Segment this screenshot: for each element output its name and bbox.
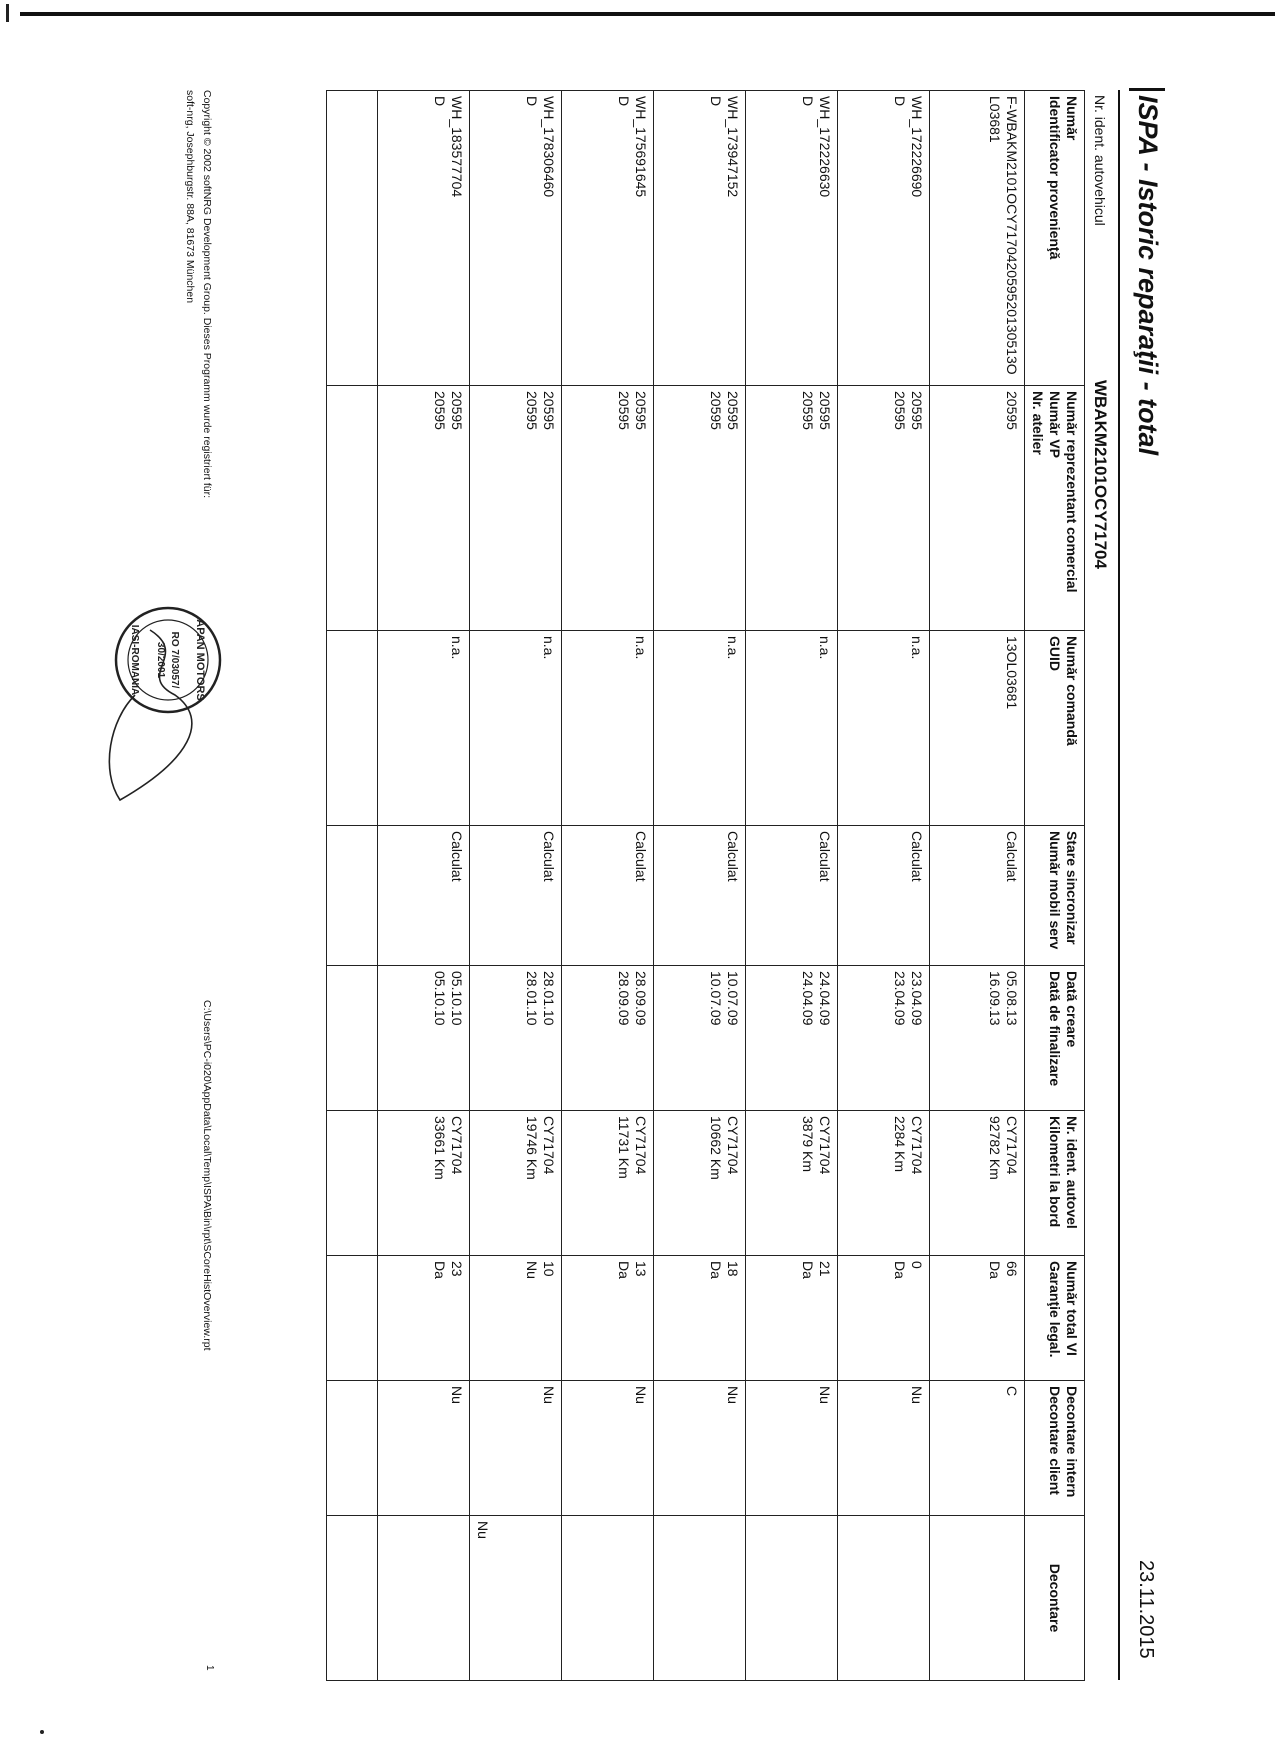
cell-empty — [327, 826, 378, 966]
stamp-text-bottom: IASI-ROMANIA — [129, 624, 140, 696]
cell-rep: 20595 20595 — [562, 386, 654, 631]
cell-identifier: WH_175691645 D — [562, 91, 654, 386]
print-date: 23.11.2015 — [1135, 1560, 1157, 1659]
vehicle-id-value: WBAKM2101OCY71704 — [1091, 380, 1110, 569]
cell-dates: 24.04.09 24.04.09 — [746, 966, 838, 1111]
cell-empty — [327, 1381, 378, 1516]
cell-empty — [327, 1111, 378, 1256]
header-data: Dată creare Dată de finalizare — [1025, 966, 1085, 1111]
cell-decontare — [930, 1516, 1025, 1681]
cell-empty — [327, 1516, 378, 1681]
cell-decontare — [378, 1516, 470, 1681]
footer-report-path: C:\Users\PC-i020\AppData\Local\Temp\ISPA\Bin\rpt\SCoreHistOverview.rpt — [201, 1000, 213, 1351]
table-row — [562, 91, 654, 1681]
cell-rep: 20595 20595 — [654, 386, 746, 631]
repair-history-table — [326, 90, 1085, 1681]
cell-km: CY71704 10662 Km — [654, 1111, 746, 1256]
table-row — [838, 91, 930, 1681]
cell-total-vi: 13 Da — [562, 1256, 654, 1381]
cell-order: n.a. — [746, 631, 838, 826]
cell-status: Calculat — [838, 826, 930, 966]
cell-decontare — [838, 1516, 930, 1681]
cell-decontare-int: C — [930, 1381, 1025, 1516]
cell-dates: 23.04.09 23.04.09 — [838, 966, 930, 1111]
cell-total-vi: 0 Da — [838, 1256, 930, 1381]
cell-status: Calculat — [470, 826, 562, 966]
cell-identifier: WH_178306460 D — [470, 91, 562, 386]
cell-status: Calculat — [378, 826, 470, 966]
header-km: Nr. ident. autovel Kilometri la bord — [1025, 1111, 1085, 1256]
table-row — [470, 91, 562, 1681]
cell-order: 13OL03681 — [930, 631, 1025, 826]
cell-decontare-int: Nu — [562, 1381, 654, 1516]
cell-decontare-int: Nu — [746, 1381, 838, 1516]
page-number: 1 — [204, 1665, 215, 1671]
cell-identifier: WH_172226630 D — [746, 91, 838, 386]
cell-km: CY71704 3879 Km — [746, 1111, 838, 1256]
cell-km: CY71704 2284 Km — [838, 1111, 930, 1256]
cell-identifier: WH_173947152 D — [654, 91, 746, 386]
header-stare: Stare sincronizar Număr mobil serv — [1025, 826, 1085, 966]
cell-status: Calculat — [930, 826, 1025, 966]
cell-decontare-int: Nu — [838, 1381, 930, 1516]
cell-total-vi: 10 Nu — [470, 1256, 562, 1381]
header-numar: Număr Identificator provenienţă — [1025, 91, 1085, 386]
cell-km: CY71704 19746 Km — [470, 1111, 562, 1256]
cell-order: n.a. — [470, 631, 562, 826]
table-row — [378, 91, 470, 1681]
cell-km: CY71704 33661 Km — [378, 1111, 470, 1256]
cell-km: CY71704 92782 Km — [930, 1111, 1025, 1256]
table-row — [930, 91, 1025, 1681]
cell-decontare — [562, 1516, 654, 1681]
cell-rep: 20595 20595 — [746, 386, 838, 631]
cell-rep: 20595 20595 — [378, 386, 470, 631]
cell-empty — [327, 386, 378, 631]
table-row — [654, 91, 746, 1681]
cell-rep: 20595 — [930, 386, 1025, 631]
stamp-text-top: APAN MOTORS — [194, 619, 206, 701]
table-header-row — [1025, 91, 1085, 1681]
cell-dates: 28.01.10 28.01.10 — [470, 966, 562, 1111]
cell-order: n.a. — [378, 631, 470, 826]
cell-decontare: Nu — [470, 1516, 562, 1681]
company-stamp — [80, 600, 230, 810]
cell-identifier: WH_172226690 D — [838, 91, 930, 386]
cell-status: Calculat — [746, 826, 838, 966]
cell-identifier: WH_183577704 D — [378, 91, 470, 386]
cell-empty — [327, 1256, 378, 1381]
header-decontare: Decontare — [1025, 1516, 1085, 1681]
cell-dates: 05.10.10 05.10.10 — [378, 966, 470, 1111]
cell-total-vi: 66 Da — [930, 1256, 1025, 1381]
cell-empty — [327, 966, 378, 1111]
cell-dates: 05.08.13 16.09.13 — [930, 966, 1025, 1111]
cell-status: Calculat — [654, 826, 746, 966]
title-divider — [1118, 90, 1120, 1680]
cell-decontare-int: Nu — [470, 1381, 562, 1516]
cell-empty — [327, 91, 378, 386]
cell-rep: 20595 20595 — [838, 386, 930, 631]
table-row — [746, 91, 838, 1681]
cell-total-vi: 18 Da — [654, 1256, 746, 1381]
cell-decontare-int: Nu — [378, 1381, 470, 1516]
cell-identifier: F-WBAKM2101OCY717042059520130513OL03681 — [930, 91, 1025, 386]
cell-km: CY71704 11731 Km — [562, 1111, 654, 1256]
stamp-text-mid: RO 7/03057/ — [169, 631, 180, 689]
cell-order: n.a. — [562, 631, 654, 826]
cell-dates: 10.07.09 10.07.09 — [654, 966, 746, 1111]
header-reprezentant: Număr reprezentant comercial Număr VP Nr. atelier — [1025, 386, 1085, 631]
header-decontare-int: Decontare intern Decontare client — [1025, 1381, 1085, 1516]
footer-copyright: Copyright © 2002 softNRG Development Group. Dieses Programm wurde registriert für: soft-nrg, Josephburgstr. 88A, 81673 München — [184, 90, 213, 499]
cell-order: n.a. — [654, 631, 746, 826]
cell-status: Calculat — [562, 826, 654, 966]
cell-total-vi: 23 Da — [378, 1256, 470, 1381]
cell-dates: 28.09.09 28.09.09 — [562, 966, 654, 1111]
cell-decontare-int: Nu — [654, 1381, 746, 1516]
vehicle-id-label: Nr. ident. autovehicul — [1092, 95, 1108, 226]
cell-rep: 20595 20595 — [470, 386, 562, 631]
table-row-empty — [327, 91, 378, 1681]
cell-order: n.a. — [838, 631, 930, 826]
cell-decontare — [654, 1516, 746, 1681]
cell-decontare — [746, 1516, 838, 1681]
header-comanda: Număr comandă GUID — [1025, 631, 1085, 826]
stamp-text-date: 30/2001 — [155, 641, 166, 679]
cell-total-vi: 21 Da — [746, 1256, 838, 1381]
header-total-vi: Număr total VI Garanţie legal. — [1025, 1256, 1085, 1381]
cell-empty — [327, 631, 378, 826]
report-title: ISPA - Istoric reparaţii - total — [1133, 95, 1163, 456]
title-margin-bar — [1129, 88, 1165, 91]
